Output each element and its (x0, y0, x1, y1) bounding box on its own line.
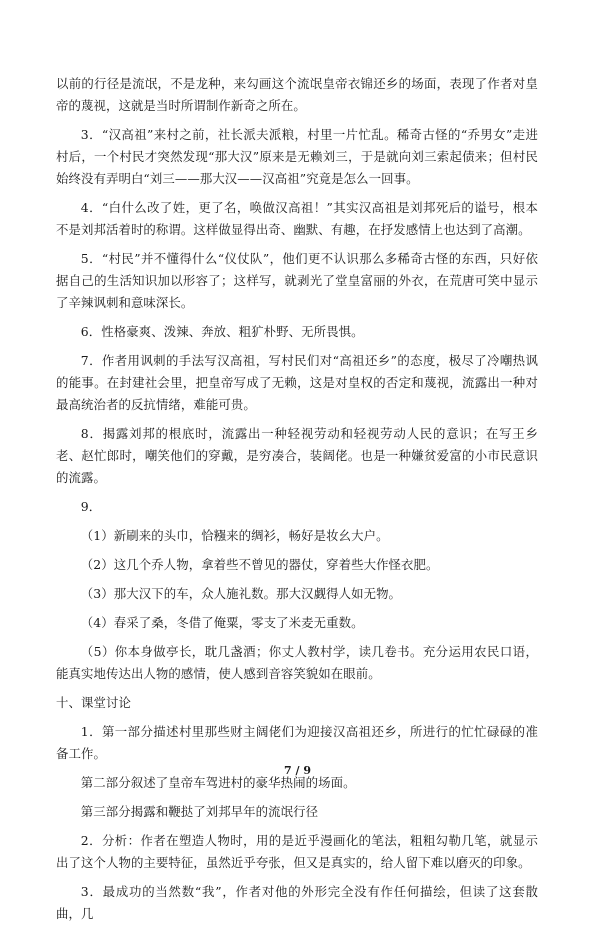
paragraph: 3．最成功的当然数“我”，作者对他的外形完全没有作任何描绘，但读了这套散曲，几 (56, 884, 538, 921)
paragraph: 1．第一部分描述村里那些财主阔佬们为迎接汉高祖还乡，所进行的忙忙碌碌的准备工作。 (56, 724, 538, 761)
paragraph: （5）你本身做亭长，耽几盏酒；你丈人教村学，读几卷书。充分运用农民口语，能真实地传达出人物的感情，使人感到音容笑貌如在眼前。 (56, 644, 538, 681)
paragraph: 6．性格豪爽、泼辣、奔放、粗犷朴野、无所畏惧。 (80, 324, 364, 339)
paragraph: 第二部分叙述了皇帝车驾进村的豪华热闹的场面。 (80, 775, 356, 790)
paragraph: 第三部分揭露和鞭挞了刘邦早年的流氓行径 (80, 804, 319, 819)
paragraph: 4．“白什么改了姓，更了名，唤做汉高祖！”其实汉高祖是刘邦死后的谥号，根本不是刘邦活着时的称谓。这样做显得出奇、幽默、有趣，在抒发感情上也达到了高潮。 (56, 200, 538, 237)
paragraph: 以前的行径是流氓，不是龙种，来勾画这个流氓皇帝衣锦还乡的场面，表现了作者对皇帝的蔑视，这就是当时所谓制作新奇之所在。 (56, 76, 538, 113)
paragraph: 十、课堂讨论 (56, 695, 131, 710)
paragraph: 9． (80, 499, 102, 514)
paragraph: （2）这几个乔人物，拿着些不曾见的器仗，穿着些大作怪衣肥。 (80, 557, 439, 572)
paragraph: （3）那大汉下的车，众人施礼数。那大汉觑得人如无物。 (80, 586, 402, 601)
paragraph: 5．“村民”并不懂得什么“仪仗队”，他们更不认识那么多稀奇古怪的东西，只好依据自己的生活知识加以形容了；这样写，就剥光了堂皇富丽的外衣，在荒唐可笑中显示了辛辣讽刺和意味深长。 (56, 251, 538, 310)
paragraph: （1）新刷来的头巾，恰糨来的绸衫，畅好是妆幺大户。 (80, 528, 389, 543)
paragraph: 2．分析：作者在塑造人物时，用的是近乎漫画化的笔法，粗粗勾勒几笔，就显示出了这个人物的主要特征，虽然近乎夸张，但又是真实的，给人留下难以磨灭的印象。 (56, 833, 538, 870)
paragraph: 8．揭露刘邦的根底时，流露出一种轻视劳动和轻视劳动人民的意识；在写王乡老、赵忙郎时，嘲笑他们的穿戴，是穷凑合，装阔佬。也是一种嫌贫爱富的小市民意识的流露。 (56, 426, 538, 485)
paragraph: 3．“汉高祖”来村之前，社长派夫派粮，村里一片忙乱。稀奇古怪的“乔男女”走进村后，一个村民才突然发现“那大汉”原来是无赖刘三，于是就向刘三索起债来；但村民始终没有弄明白“刘三——那大汉——汉高祖”究竟是怎么一回事。 (56, 127, 538, 186)
paragraph: 7．作者用讽刺的手法写汉高祖，写村民们对“高祖还乡”的态度，极尽了冷嘲热讽的能事。在封建社会里，把皇帝写成了无赖，这是对皇权的否定和蔑视，流露出一种对最高统治者的反抗情绪，难能可贵。 (56, 353, 538, 412)
document-body (56, 73, 538, 932)
paragraph: （4）春采了桑，冬借了俺粟，零支了米麦无重数。 (80, 615, 364, 630)
page-number: 7 / 9 (284, 764, 311, 777)
